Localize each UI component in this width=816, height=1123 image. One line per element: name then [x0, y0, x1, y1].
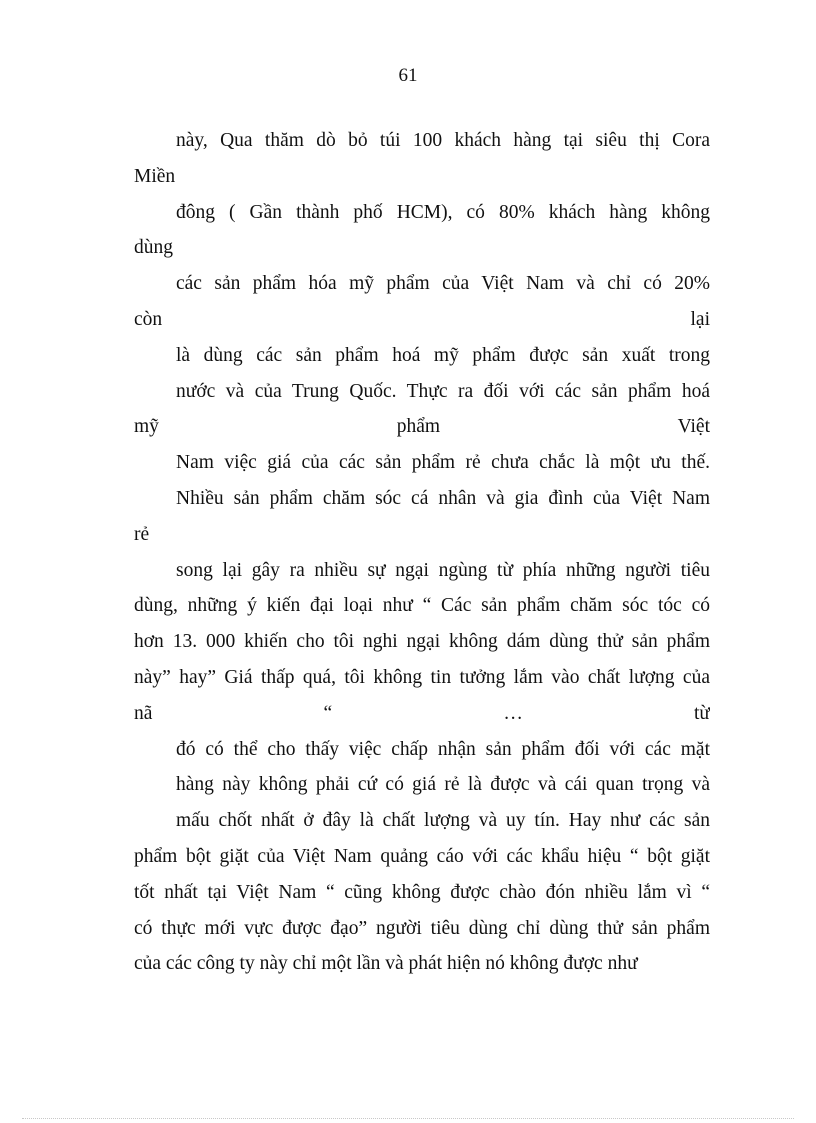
- page-number: 61: [398, 65, 418, 86]
- text-line: đó có thể cho thấy việc chấp nhận sản phẩm đối với các mặt: [176, 738, 710, 760]
- text-line: có thực mới vực được đạo” người tiêu dùng chỉ dùng thử sản phẩm: [134, 917, 710, 939]
- body-text: [134, 123, 710, 982]
- text-line: mỹ phẩm Việt: [134, 416, 710, 438]
- text-line: này, Qua thăm dò bỏ túi 100 khách hàng tại siêu thị Cora: [176, 130, 710, 151]
- text-line: Miền: [134, 165, 176, 187]
- text-line: phẩm bột giặt của Việt Nam quảng cáo với các khẩu hiệu “ bột giặt: [134, 845, 710, 867]
- text-line: hàng này không phải cứ có giá rẻ là được và cái quan trọng và: [176, 774, 710, 796]
- text-line: dùng, những ý kiến đại loại như “ Các sản phẩm chăm sóc tóc có: [134, 595, 710, 617]
- text-line: còn lại: [134, 308, 710, 330]
- text-line: mấu chốt nhất ở đây là chất lượng và uy tín. Hay như các sản: [176, 810, 710, 832]
- text-line: tốt nhất tại Việt Nam “ cũng không được chào đón nhiều lắm vì “: [134, 881, 710, 903]
- text-line: các sản phẩm hóa mỹ phẩm của Việt Nam và chỉ có 20%: [176, 273, 710, 295]
- text-line: là dùng các sản phẩm hoá mỹ phẩm được sản xuất trong: [176, 344, 710, 366]
- text-line: của các công ty này chỉ một lần và phát hiện nó không được như: [134, 953, 638, 975]
- text-line: này” hay” Giá thấp quá, tôi không tin tưởng lắm vào chất lượng của: [134, 666, 710, 688]
- text-line: rẻ: [134, 523, 150, 545]
- text-line: Nam việc giá của các sản phẩm rẻ chưa chắc là một ưu thế.: [176, 452, 710, 474]
- text-line: đông ( Gần thành phố HCM), có 80% khách hàng không: [176, 201, 710, 223]
- text-line: nước và của Trung Quốc. Thực ra đối với các sản phẩm hoá: [176, 380, 710, 402]
- text-line: song lại gây ra nhiều sự ngại ngùng từ phía những người tiêu: [176, 559, 710, 581]
- text-line: dùng: [134, 237, 173, 259]
- text-line: nã “ … từ: [134, 702, 710, 724]
- text-line: hơn 13. 000 khiến cho tôi nghi ngại không dám dùng thử sản phẩm: [134, 631, 710, 653]
- page-bottom-divider: [22, 1118, 794, 1119]
- text-line: Nhiều sản phẩm chăm sóc cá nhân và gia đình của Việt Nam: [176, 487, 710, 509]
